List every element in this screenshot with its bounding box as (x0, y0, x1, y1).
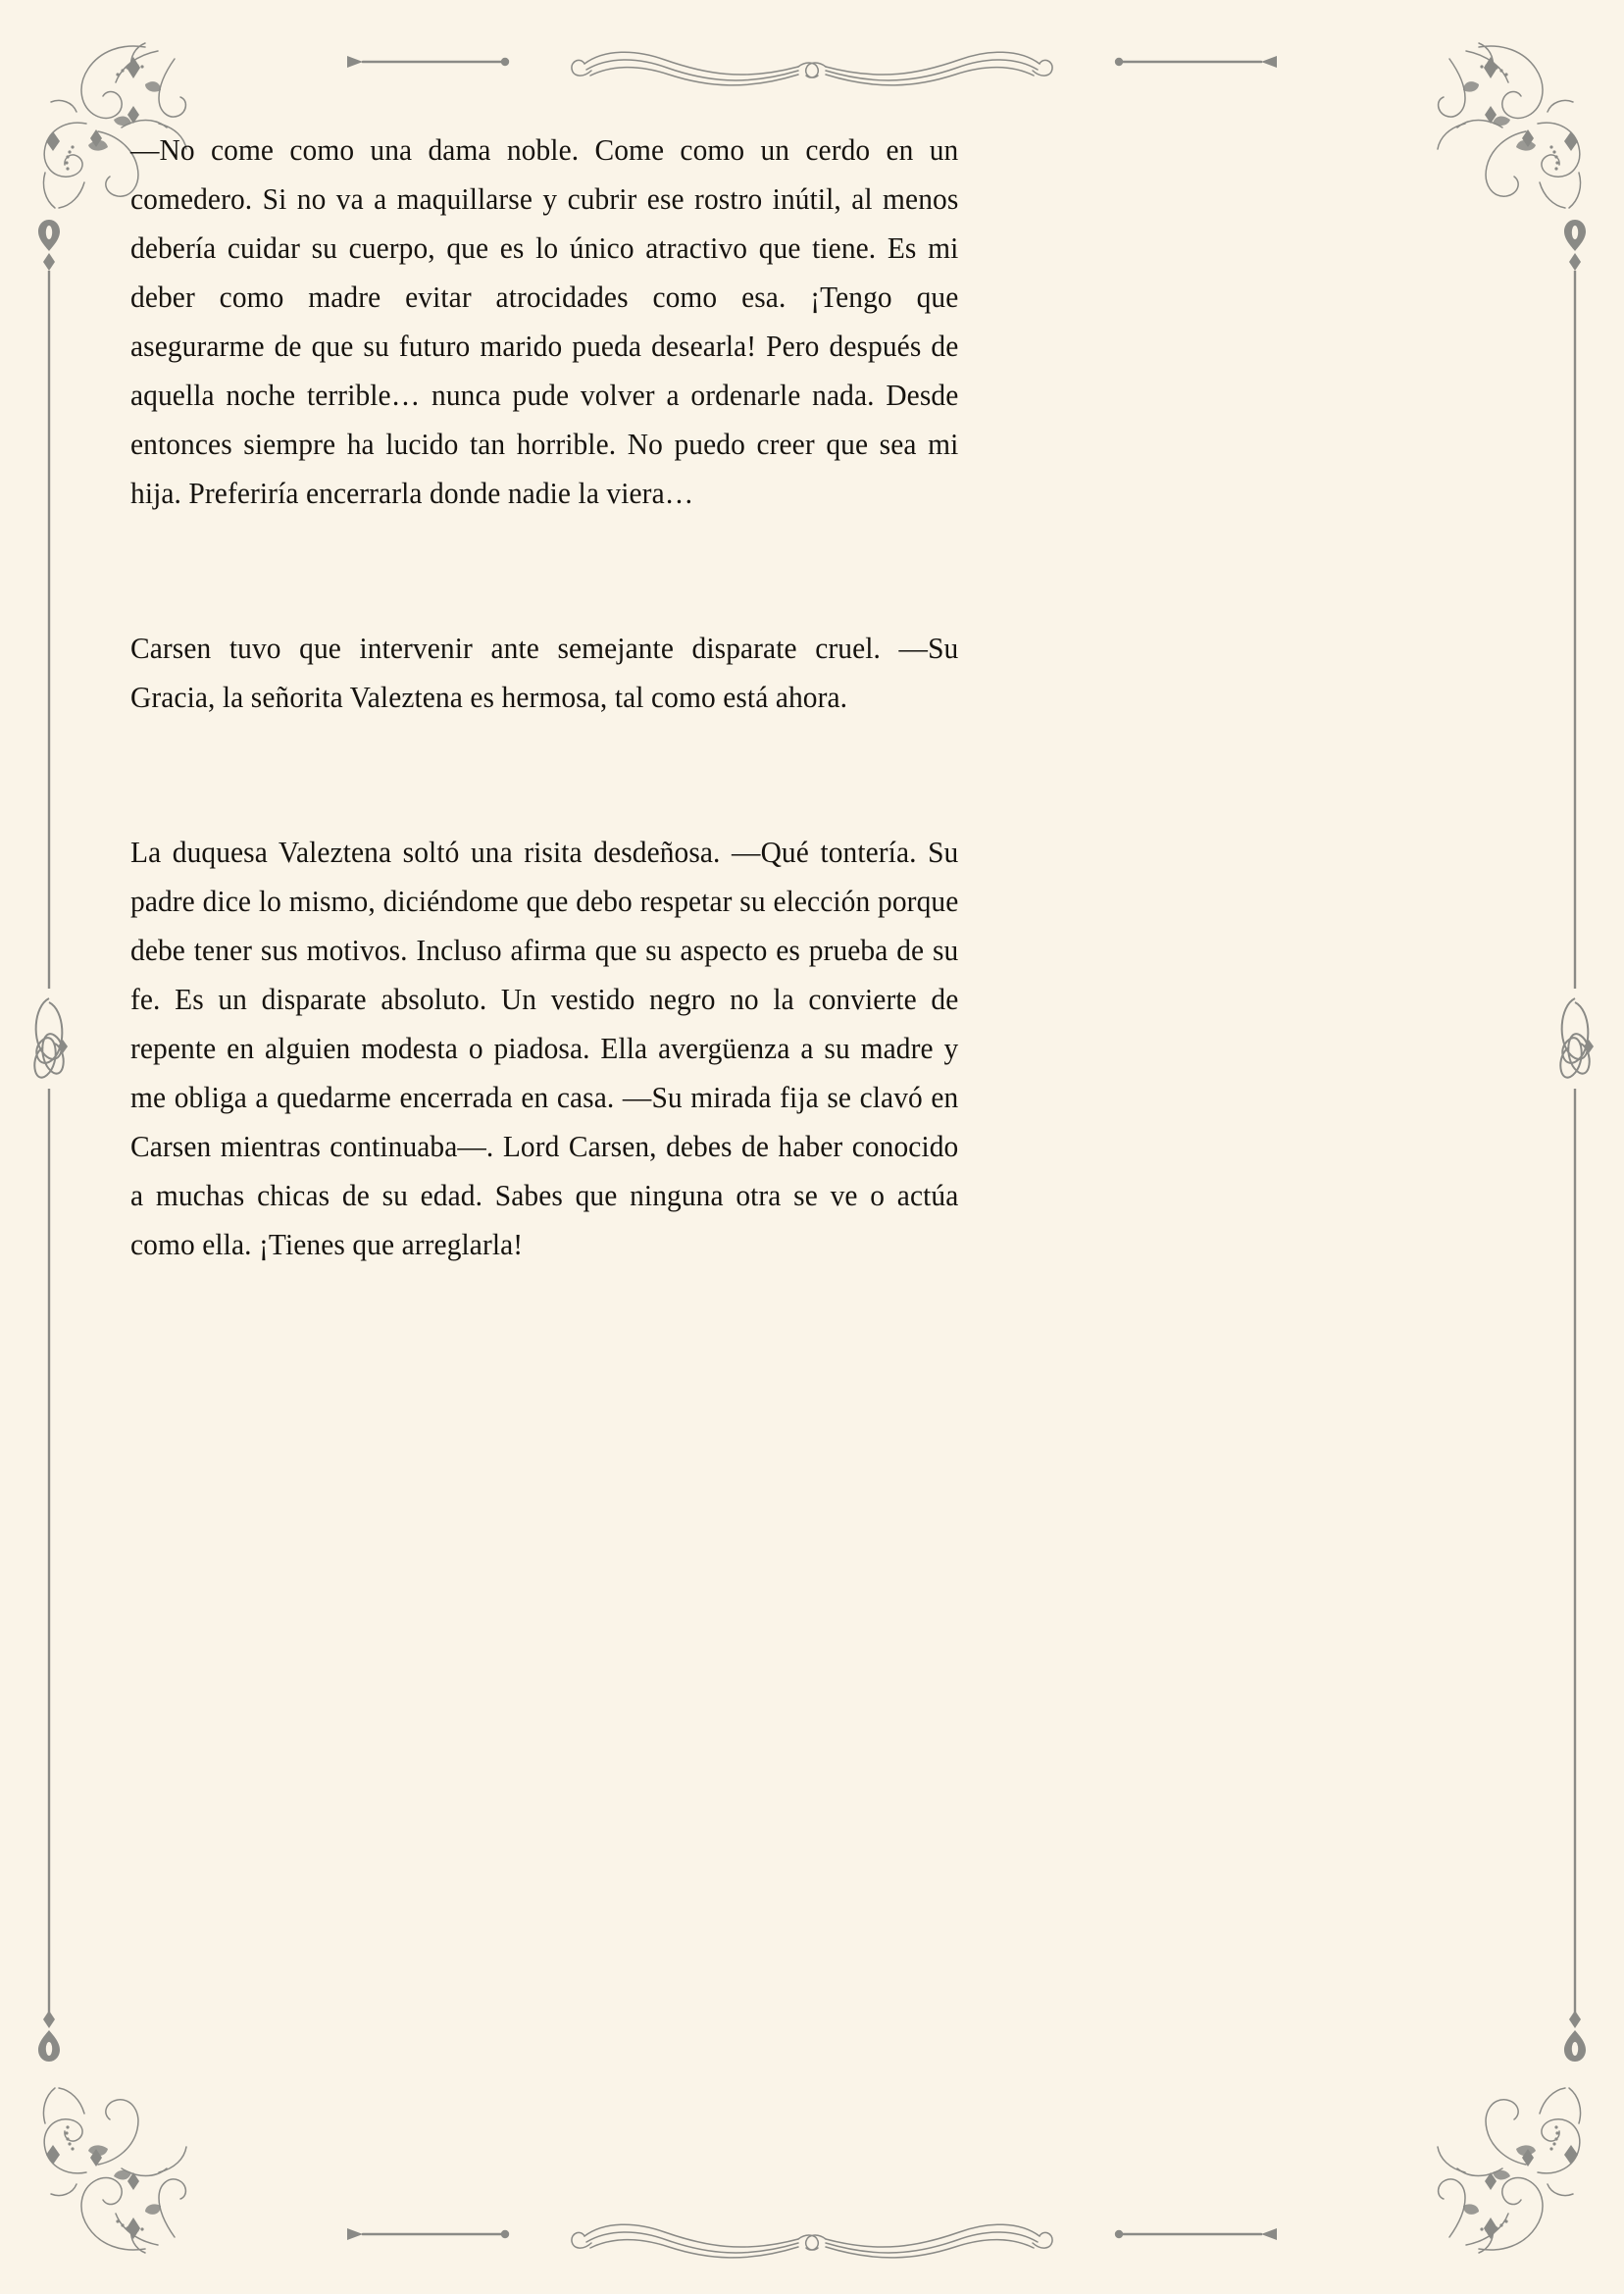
corner-ornament-top-right (1400, 29, 1597, 226)
body-paragraph-2: Carsen tuvo que intervenir ante semejante disparate cruel. —Su Gracia, la señorita Valeztena es hermosa, tal como está ahora. (130, 632, 959, 714)
corner-ornament-bottom-right (1400, 2070, 1597, 2267)
body-paragraph-1: —No come como una dama noble. Come como un cerdo en un comedero. Si no va a maquillarse y cubrir ese rostro inútil, al menos debería cuidar su cuerpo, que es lo único atractivo que tiene. Es mi deber como madre evitar atrocidades como esa. ¡Tengo que asegurarme de que su futuro marido pueda desearla! Pero después de aquella noche terrible… nunca pude volver a ordenarle nada. Desde entonces siempre ha lucido tan horrible. No puedo creer que sea mi hija. Preferiría encerrarla donde nadie la viera… (130, 133, 959, 510)
side-rule-right (1555, 214, 1595, 2067)
top-border-ornament (341, 27, 1283, 96)
bottom-border-ornament (341, 2200, 1283, 2269)
page-text-column (130, 126, 959, 1269)
side-rule-left (29, 214, 69, 2067)
body-paragraph-3: La duquesa Valeztena soltó una risita desdeñosa. —Qué tontería. Su padre dice lo mismo, diciéndome que debo respetar su elección porque debe tener sus motivos. Incluso afirma que su aspecto es prueba de su fe. Es un disparate absoluto. Un vestido negro no la convierte de repente en alguien modesta o piadosa. Ella avergüenza a su madre y me obliga a quedarme encerrada en casa. —Su mirada fija se clavó en Carsen mientras continuaba—. Lord Carsen, debes de haber conocido a muchas chicas de su edad. Sabes que ninguna otra se ve o actúa como ella. ¡Tienes que arreglarla! (130, 836, 959, 1261)
corner-ornament-bottom-left (27, 2070, 224, 2267)
